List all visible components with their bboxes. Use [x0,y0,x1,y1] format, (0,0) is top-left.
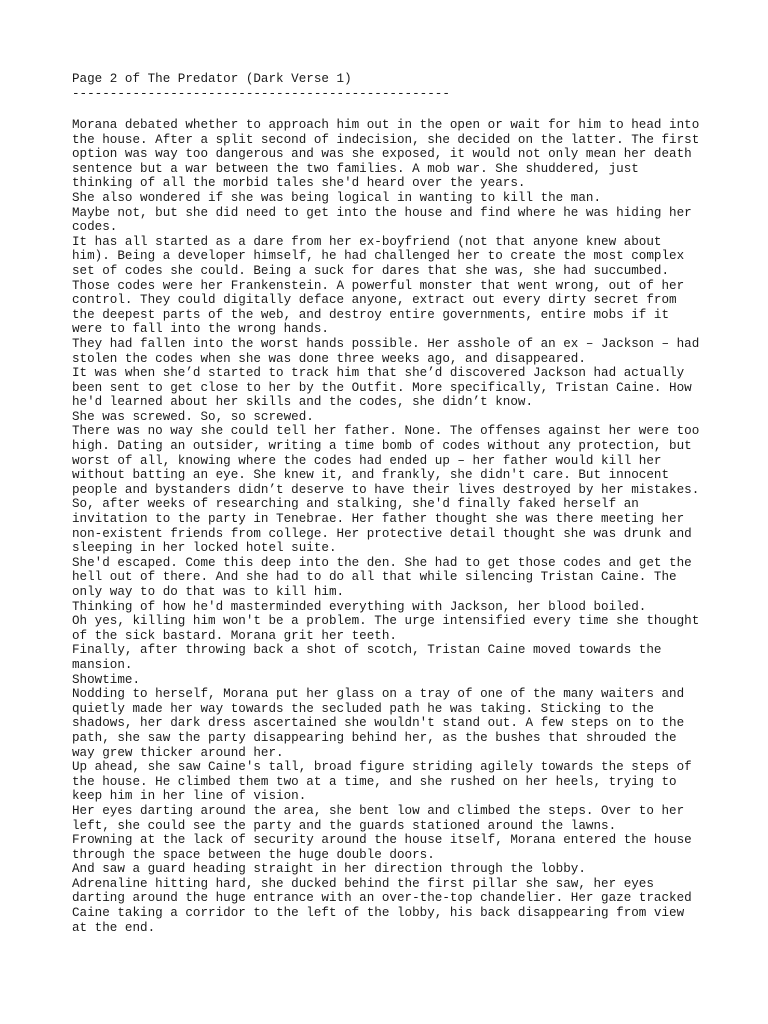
document-body [72,118,712,935]
paragraph: Finally, after throwing back a shot of scotch, Tristan Caine moved towards the mansion. [72,643,662,672]
paragraph: Adrenaline hitting hard, she ducked behind the first pillar she saw, her eyes darting around the huge entrance with an over-the-top chandelier. Her gaze tracked Caine taking a corridor to the left of the lobby, his back disappearing from view at the end. [72,876,692,935]
paragraph: She'd escaped. Come this deep into the den. She had to get those codes and get the hell out of there. And she had to do all that while silencing Tristan Caine. The only way to do that was to kill him. [72,555,692,599]
page-header [72,72,450,101]
paragraph: Her eyes darting around the area, she bent low and climbed the steps. Over to her left, she could see the party and the guards stationed around the lawns. [72,803,685,833]
paragraph: Frowning at the lack of security around the house itself, Morana entered the house through the space between the huge double doors. [72,833,692,862]
paragraph: She was screwed. So, so screwed. [72,409,314,424]
paragraph: Up ahead, she saw Caine's tall, broad figure striding agilely towards the steps of the house. He climbed them two at a time, and she rushed on her heels, trying to keep him in her line of vision. [72,760,692,804]
paragraph: Showtime. [72,672,141,687]
paragraph: Thinking of how he'd masterminded everything with Jackson, her blood boiled. [72,599,647,614]
paragraph: It has all started as a dare from her ex-boyfriend (not that anyone knew about him). Being a developer himself, he had challenged her to create the most complex set of codes she could. Being a suck for dares that she was, she had succumbed. Those codes were her Frankenstein. A powerful monster that went wrong, out of her control. They could digitally deface anyone, extract out every dirty secret from the deepest parts of the web, and destroy entire governments, entire mobs if it were to fall into the wrong hands. [72,234,685,337]
paragraph: Maybe not, but she did need to get into the house and find where he was hiding her codes. [72,205,692,235]
paragraph: It was when she’d started to track him that she’d discovered Jackson had actually been sent to get close to her by the Outfit. More specifically, Tristan Caine. How he'd learned about her skills and the codes, she didn’t know. [72,366,692,410]
paragraph: Nodding to herself, Morana put her glass on a tray of one of the many waiters and quietly made her way towards the secluded path he was taking. Sticking to the shadows, her dark dress ascertained she wouldn't stand out. A few steps on to the path, she saw the party disappearing behind her, as the bushes that shrouded the way grew thicker around her. [72,687,685,760]
paragraph: And saw a guard heading straight in her direction through the lobby. [72,862,586,877]
page-title: Page 2 of The Predator (Dark Verse 1) [72,72,352,86]
header-rule: -------------------------------------------------- [72,86,450,101]
paragraph: She also wondered if she was being logical in wanting to kill the man. [72,190,602,205]
paragraph: Morana debated whether to approach him out in the open or wait for him to head into the house. After a split second of indecision, she decided on the latter. The first option was way too dangerous and was she exposed, it would not only mean her death sentence but a war between the two families. A mob war. She shuddered, just thinking of all the morbid tales she'd heard over the years. [72,118,700,191]
paragraph: So, after weeks of researching and stalking, she'd finally faked herself an invitation to the party in Tenebrae. Her father thought she was there meeting her non-existent friends from college. Her protective detail thought she was drunk and sleeping in her locked hotel suite. [72,497,692,556]
paragraph: They had fallen into the worst hands possible. Her asshole of an ex – Jackson – had stolen the codes when she was done three weeks ago, and disappeared. [72,336,700,366]
paragraph: There was no way she could tell her father. None. The offenses against her were too high. Dating an outsider, writing a time bomb of codes without any protection, but worst of all, knowing where the codes had ended up – her father would kill her without batting an eye. She knew it, and frankly, she didn't care. But innocent people and bystanders didn’t deserve to have their lives destroyed by her mistakes. [72,424,700,497]
paragraph: Oh yes, killing him won't be a problem. The urge intensified every time she thought of the sick bastard. Morana grit her teeth. [72,614,700,643]
